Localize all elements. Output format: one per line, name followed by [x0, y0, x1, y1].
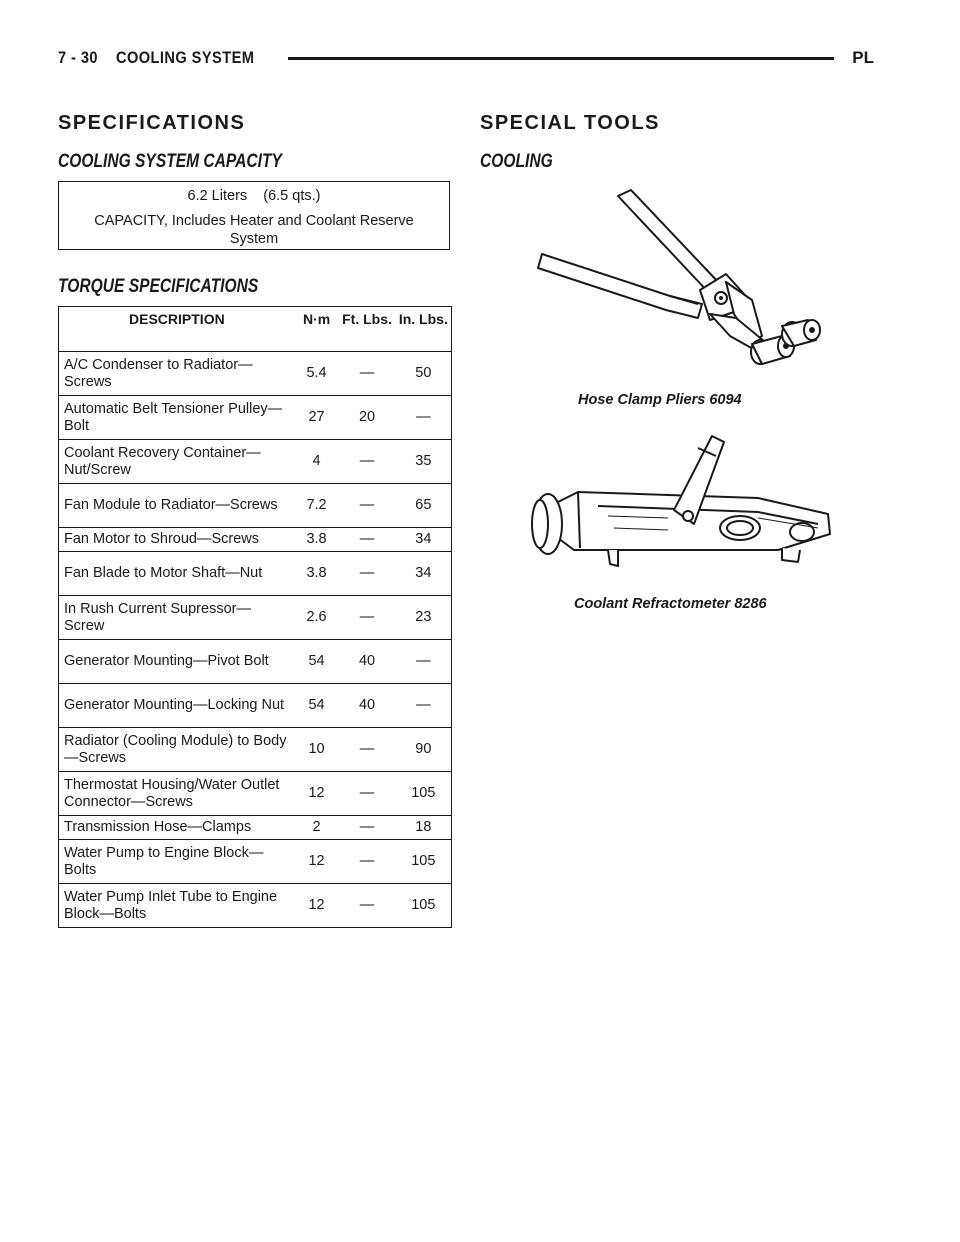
torque-header-row: [59, 307, 452, 352]
cell-ft-lbs: —: [338, 772, 395, 816]
cell-in-lbs: 18: [396, 816, 452, 840]
table-row: [59, 840, 452, 884]
header-page-section: [58, 48, 254, 68]
specifications-heading: SPECIFICATIONS: [58, 112, 246, 134]
cell-nm: 3.8: [295, 552, 339, 596]
cell-nm: 4: [295, 440, 339, 484]
col-ft-lbs: Ft. Lbs.: [338, 307, 395, 352]
table-row: [59, 440, 452, 484]
table-row: [59, 352, 452, 396]
cell-description: Fan Module to Radiator—Screws: [59, 484, 295, 528]
cell-in-lbs: 23: [396, 596, 452, 640]
table-row: [59, 816, 452, 840]
cell-description: A/C Condenser to Radiator—Screws: [59, 352, 295, 396]
cell-ft-lbs: —: [338, 728, 395, 772]
cell-in-lbs: 34: [396, 528, 452, 552]
cell-description: Radiator (Cooling Module) to Body—Screws: [59, 728, 295, 772]
cell-ft-lbs: —: [338, 596, 395, 640]
cell-nm: 5.4: [295, 352, 339, 396]
cell-description: Water Pump to Engine Block—Bolts: [59, 840, 295, 884]
cell-nm: 12: [295, 772, 339, 816]
table-row: [59, 772, 452, 816]
cell-description: Transmission Hose—Clamps: [59, 816, 295, 840]
cell-description: Automatic Belt Tensioner Pulley—Bolt: [59, 396, 295, 440]
cell-in-lbs: —: [396, 396, 452, 440]
cell-in-lbs: 34: [396, 552, 452, 596]
table-row: [59, 552, 452, 596]
cell-nm: 2.6: [295, 596, 339, 640]
cell-ft-lbs: 40: [338, 684, 395, 728]
cell-description: Generator Mounting—Pivot Bolt: [59, 640, 295, 684]
cell-description: Thermostat Housing/Water Outlet Connector—Screws: [59, 772, 295, 816]
section-name: COOLING SYSTEM: [115, 48, 255, 67]
torque-heading: TORQUE SPECIFICATIONS: [58, 276, 259, 297]
cell-ft-lbs: —: [338, 440, 395, 484]
cell-nm: 54: [295, 640, 339, 684]
page-number: 7 - 30: [58, 48, 98, 67]
cell-nm: 54: [295, 684, 339, 728]
cell-ft-lbs: —: [338, 840, 395, 884]
cell-in-lbs: 35: [396, 440, 452, 484]
page-header: [58, 48, 874, 72]
cell-nm: 27: [295, 396, 339, 440]
cell-description: Water Pump Inlet Tube to Engine Block—Bolts: [59, 884, 295, 928]
cell-nm: 12: [295, 840, 339, 884]
cell-in-lbs: 105: [396, 884, 452, 928]
cell-in-lbs: —: [396, 640, 452, 684]
cell-ft-lbs: —: [338, 352, 395, 396]
capacity-heading: COOLING SYSTEM CAPACITY: [58, 151, 282, 172]
tool-caption-1: Hose Clamp Pliers 6094: [578, 392, 742, 408]
cell-in-lbs: —: [396, 684, 452, 728]
coolant-refractometer-icon: [518, 432, 838, 582]
cell-description: Generator Mounting—Locking Nut: [59, 684, 295, 728]
cell-nm: 7.2: [295, 484, 339, 528]
cell-in-lbs: 105: [396, 840, 452, 884]
capacity-box: [58, 181, 450, 250]
col-nm: N·m: [295, 307, 339, 352]
model-badge: PL: [852, 48, 874, 67]
cell-in-lbs: 90: [396, 728, 452, 772]
cell-in-lbs: 65: [396, 484, 452, 528]
table-row: [59, 684, 452, 728]
cell-ft-lbs: —: [338, 552, 395, 596]
header-rule: [288, 57, 834, 60]
table-row: [59, 728, 452, 772]
capacity-value: 6.2 Liters (6.5 qts.): [187, 188, 321, 204]
torque-table: [58, 306, 452, 928]
col-in-lbs: In. Lbs.: [396, 307, 452, 352]
table-row: [59, 884, 452, 928]
cell-ft-lbs: —: [338, 528, 395, 552]
cell-ft-lbs: —: [338, 816, 395, 840]
cell-nm: 10: [295, 728, 339, 772]
col-description: DESCRIPTION: [59, 307, 295, 352]
hose-clamp-pliers-icon: [530, 186, 830, 386]
cell-description: Fan Blade to Motor Shaft—Nut: [59, 552, 295, 596]
table-row: [59, 484, 452, 528]
cell-description: Coolant Recovery Container—Nut/Screw: [59, 440, 295, 484]
cell-description: Fan Motor to Shroud—Screws: [59, 528, 295, 552]
capacity-note: CAPACITY, Includes Heater and Coolant Reserve System: [94, 213, 414, 247]
tool-caption-2: Coolant Refractometer 8286: [574, 596, 767, 612]
cell-ft-lbs: —: [338, 884, 395, 928]
cell-ft-lbs: 40: [338, 640, 395, 684]
cooling-heading: COOLING: [480, 151, 553, 172]
table-row: [59, 528, 452, 552]
cell-nm: 12: [295, 884, 339, 928]
cell-in-lbs: 105: [396, 772, 452, 816]
table-row: [59, 396, 452, 440]
cell-nm: 2: [295, 816, 339, 840]
special-tools-heading: SPECIAL TOOLS: [480, 112, 660, 134]
cell-description: In Rush Current Supressor—Screw: [59, 596, 295, 640]
table-row: [59, 640, 452, 684]
cell-in-lbs: 50: [396, 352, 452, 396]
cell-ft-lbs: 20: [338, 396, 395, 440]
table-row: [59, 596, 452, 640]
cell-nm: 3.8: [295, 528, 339, 552]
cell-ft-lbs: —: [338, 484, 395, 528]
